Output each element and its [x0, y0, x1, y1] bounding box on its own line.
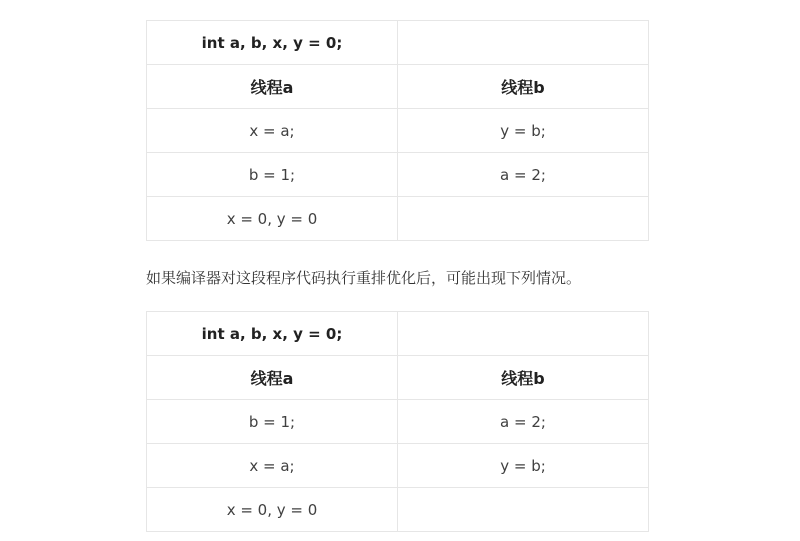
table-row-header: [147, 65, 649, 109]
reorder-explanation-paragraph: 如果编译器对这段程序代码执行重排优化后，可能出现下列情况。: [146, 269, 582, 287]
empty-cell: [398, 21, 649, 65]
table-row-header: [147, 356, 649, 400]
thread-a-header: 线程a: [147, 356, 398, 400]
table-row: [147, 109, 649, 153]
thread-a-statement: x = a;: [147, 444, 398, 488]
variable-declaration-cell: int a, b, x, y = 0;: [147, 312, 398, 356]
result-cell: x = 0, y = 0: [147, 488, 398, 532]
table-row-declaration: [147, 21, 649, 65]
thread-a-statement: b = 1;: [147, 153, 398, 197]
thread-b-header: 线程b: [398, 65, 649, 109]
thread-b-statement: a = 2;: [398, 400, 649, 444]
table-row: [147, 400, 649, 444]
thread-b-statement: y = b;: [398, 109, 649, 153]
table-row-result: [147, 488, 649, 532]
variable-declaration-cell: int a, b, x, y = 0;: [147, 21, 398, 65]
empty-cell: [398, 312, 649, 356]
thread-b-statement: a = 2;: [398, 153, 649, 197]
thread-a-statement: b = 1;: [147, 400, 398, 444]
thread-a-statement: x = a;: [147, 109, 398, 153]
code-table-original: [146, 20, 649, 241]
thread-a-header: 线程a: [147, 65, 398, 109]
code-table-reordered: [146, 311, 649, 532]
thread-b-header: 线程b: [398, 356, 649, 400]
empty-cell: [398, 197, 649, 241]
table-row: [147, 153, 649, 197]
table-row-declaration: [147, 312, 649, 356]
table-row: [147, 444, 649, 488]
result-cell: x = 0, y = 0: [147, 197, 398, 241]
thread-b-statement: y = b;: [398, 444, 649, 488]
empty-cell: [398, 488, 649, 532]
table-row-result: [147, 197, 649, 241]
